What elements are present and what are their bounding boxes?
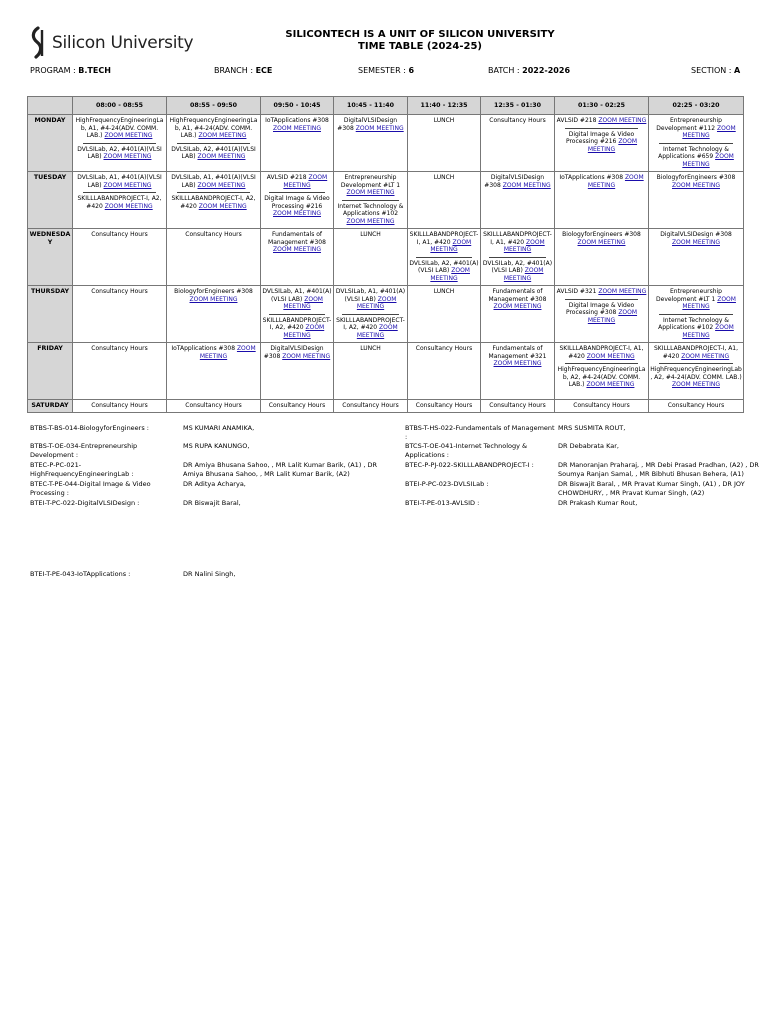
entry-divider <box>659 143 733 144</box>
class-entry <box>482 117 553 125</box>
class-entry <box>482 345 553 368</box>
class-entry <box>409 402 479 410</box>
class-cell <box>334 343 408 400</box>
class-entry <box>168 402 259 410</box>
zoom-meeting-link[interactable]: ZOOM MEETING <box>493 360 542 367</box>
silicon-logo-icon <box>30 26 48 60</box>
class-cell <box>481 343 555 400</box>
class-entry <box>335 203 406 226</box>
entry-divider <box>342 314 399 315</box>
class-entry <box>556 366 647 389</box>
course-code: BTEC-T-PE-044-Digital Image & Video Processing : <box>30 480 151 497</box>
time-slot-header: 01:30 - 02:25 <box>555 97 649 115</box>
day-label: THURSDAY <box>28 286 73 343</box>
class-entry-text: DVLSILab, A2, #401(A)(VLSI LAB) <box>482 259 553 274</box>
class-entry-text: LUNCH <box>433 174 455 181</box>
zoom-meeting-link[interactable]: ZOOM MEETING <box>672 238 720 246</box>
zoom-meeting-link[interactable]: ZOOM MEETING <box>197 153 246 160</box>
class-entry-text: Fundamentals of Management #321 <box>488 345 547 360</box>
class-entry-text: SKILLLABANDPROJECT-I, A2, #420 <box>77 195 162 210</box>
class-entry-text: IoTApplications #308 <box>559 174 624 181</box>
class-entry <box>335 288 406 311</box>
class-entry <box>335 317 406 340</box>
class-entry <box>262 288 332 311</box>
zoom-meeting-link[interactable]: ZOOM MEETING <box>503 238 545 253</box>
zoom-meeting-link[interactable]: ZOOM MEETING <box>586 381 635 388</box>
entry-divider <box>342 200 399 201</box>
time-slot-header: 10:45 - 11:40 <box>334 97 408 115</box>
class-entry-text: DigitalVLSIDesign #308 <box>337 117 398 132</box>
entry-divider <box>269 192 325 193</box>
class-cell <box>261 172 334 229</box>
timetable-row <box>28 286 744 343</box>
class-entry <box>409 231 479 254</box>
class-entry-text: HighFrequencyEngineeringLab, A1, #4-24(ADV. COMM. LAB.) <box>169 117 258 139</box>
timetable-row <box>28 343 744 400</box>
class-cell <box>408 229 481 286</box>
class-entry <box>168 288 259 303</box>
course-code: BTEI-T-PE-013-AVLSID : <box>405 499 480 507</box>
faculty-name: MS KUMARI ANAMIKA, <box>183 424 255 432</box>
zoom-meeting-link[interactable]: ZOOM MEETING <box>273 246 321 253</box>
class-cell <box>167 229 261 286</box>
class-cell <box>555 286 649 343</box>
class-entry-text: SKILLLABANDPROJECT-I, A1, #420 <box>483 231 552 246</box>
class-entry-text: Consultancy Hours <box>573 402 630 409</box>
zoom-meeting-link[interactable]: ZOOM MEETING <box>103 153 152 160</box>
class-entry-text: AVLSID #218 <box>266 174 307 181</box>
class-cell <box>481 115 555 172</box>
class-entry-text: SKILLLABANDPROJECT-I, A2, #420 <box>262 316 332 331</box>
entry-divider <box>489 257 546 258</box>
class-entry <box>262 317 332 340</box>
class-entry-text: Consultancy Hours <box>91 288 148 295</box>
class-cell <box>555 115 649 172</box>
class-entry-text: Fundamentals of Management #308 <box>488 288 547 303</box>
day-label: TUESDAY <box>28 172 73 229</box>
faculty-name: DR Nalini Singh, <box>183 570 236 578</box>
class-entry-text: Internet Technology & Applications #659 <box>658 145 729 160</box>
zoom-meeting-link[interactable]: ZOOM MEETING <box>430 267 470 282</box>
class-entry-text: LUNCH <box>360 345 381 352</box>
entry-divider <box>565 128 638 129</box>
timetable-row <box>28 172 744 229</box>
class-entry-text: IoTApplications #308 <box>171 345 236 352</box>
class-entry <box>74 402 165 410</box>
time-slot-header: 02:25 - 03:20 <box>649 97 744 115</box>
class-entry <box>262 195 332 218</box>
zoom-meeting-link[interactable]: ZOOM MEETING <box>273 210 321 217</box>
class-cell <box>481 172 555 229</box>
day-label: SATURDAY <box>28 400 73 413</box>
class-entry <box>262 174 332 189</box>
zoom-meeting-link[interactable]: ZOOM MEETING <box>346 217 395 225</box>
class-entry <box>74 174 165 189</box>
class-entry-text: BiologyforEngineers #308 <box>562 231 641 238</box>
class-cell <box>167 343 261 400</box>
timetable-row <box>28 115 744 172</box>
zoom-meeting-link[interactable]: ZOOM MEETING <box>356 295 397 310</box>
class-entry <box>482 260 553 283</box>
zoom-meeting-link[interactable]: ZOOM MEETING <box>681 352 730 360</box>
faculty-name: DR Amiya Bhusana Sahoo, , MR Lalit Kumar Barik, (A1) , DR Amiya Bhusana Sahoo, , MR Lalit Kumar Barik, (A2) <box>183 461 378 478</box>
class-cell <box>481 286 555 343</box>
entry-divider <box>416 257 472 258</box>
class-entry-text: Digital Image & Video Processing #308 <box>565 301 635 316</box>
class-entry-text: Consultancy Hours <box>185 231 242 238</box>
class-entry <box>74 117 165 140</box>
class-cell <box>408 115 481 172</box>
class-entry-text: LUNCH <box>433 288 455 295</box>
class-entry <box>482 288 553 311</box>
class-cell <box>261 343 334 400</box>
zoom-meeting-link[interactable]: ZOOM MEETING <box>493 303 542 310</box>
class-entry <box>335 345 406 353</box>
class-entry-text: Consultancy Hours <box>415 345 473 352</box>
class-entry <box>74 195 165 210</box>
class-cell <box>73 229 167 286</box>
class-entry <box>409 288 479 296</box>
brand-name: Silicon University <box>52 33 194 53</box>
zoom-meeting-link[interactable]: ZOOM MEETING <box>197 181 246 189</box>
class-cell <box>334 115 408 172</box>
class-entry <box>168 146 259 161</box>
class-entry-text: DigitalVLSIDesign #308 <box>263 345 324 360</box>
class-cell <box>555 172 649 229</box>
zoom-meeting-link[interactable]: ZOOM MEETING <box>503 267 544 282</box>
class-cell <box>649 343 744 400</box>
faculty-name: DR Debabrata Kar, <box>558 442 619 450</box>
class-entry-text: DVLSILab, A2, #401(A)(VLSI LAB) <box>77 145 162 160</box>
time-slot-header: 12:35 - 01:30 <box>481 97 555 115</box>
time-slot-header: 08:55 - 09:50 <box>167 97 261 115</box>
class-cell <box>167 115 261 172</box>
class-entry-text: HighFrequencyEngineeringLab, A2, #4-24(ADV. COMM. LAB.) <box>557 366 646 388</box>
class-entry <box>556 345 647 360</box>
class-entry-text: Consultancy Hours <box>268 402 326 409</box>
class-cell <box>73 286 167 343</box>
class-cell <box>408 286 481 343</box>
class-entry-text: Consultancy Hours <box>91 345 148 352</box>
faculty-name: DR Aditya Acharya, <box>183 480 246 488</box>
zoom-meeting-link[interactable]: ZOOM MEETING <box>199 345 256 360</box>
class-cell <box>334 229 408 286</box>
zoom-meeting-link[interactable]: ZOOM MEETING <box>682 124 736 139</box>
class-entry-text: IoTApplications #308 <box>265 117 329 124</box>
course-code: BTCS-T-OE-041-Internet Technology & Applications : <box>405 442 528 459</box>
class-cell <box>649 172 744 229</box>
class-cell <box>167 172 261 229</box>
class-entry-text: DVLSILab, A1, #401(A)(VLSI LAB) <box>77 174 162 189</box>
course-code: BTBS-T-HS-022-Fundamentals of Management : <box>405 424 555 441</box>
zoom-meeting-link[interactable]: ZOOM MEETING <box>198 132 247 139</box>
timetable-row <box>28 229 744 286</box>
time-slot-header: 11:40 - 12:35 <box>408 97 481 115</box>
zoom-meeting-link[interactable]: ZOOM MEETING <box>103 181 152 189</box>
timetable-header-row <box>28 97 744 115</box>
zoom-meeting-link[interactable]: ZOOM MEETING <box>104 132 153 139</box>
class-entry-text: Internet Technology & Applications #102 <box>337 202 404 217</box>
timetable <box>27 96 744 413</box>
class-entry <box>335 174 406 197</box>
class-entry <box>650 174 742 189</box>
class-entry <box>409 117 479 125</box>
class-cell <box>261 400 334 413</box>
course-code: BTEC-P-PJ-022-SKILLLABANDPROJECT-I : <box>405 461 534 469</box>
faculty-name: MRS SUSMITA ROUT, <box>558 424 626 432</box>
zoom-meeting-link[interactable]: ZOOM MEETING <box>682 295 736 310</box>
class-entry <box>335 402 406 410</box>
zoom-meeting-link[interactable]: ZOOM MEETING <box>598 117 647 124</box>
class-cell <box>73 400 167 413</box>
class-cell <box>261 115 334 172</box>
class-entry-text: Consultancy Hours <box>342 402 399 409</box>
class-entry <box>556 231 647 246</box>
class-cell <box>334 286 408 343</box>
class-entry <box>74 231 165 239</box>
class-cell <box>334 172 408 229</box>
class-entry-text: SKILLLABANDPROJECT-I, A2, #420 <box>336 316 405 331</box>
class-entry <box>74 345 165 353</box>
class-entry-text: Entrepreneurship Development #LT 1 <box>656 288 722 303</box>
zoom-meeting-link[interactable]: ZOOM MEETING <box>198 202 247 210</box>
zoom-meeting-link[interactable]: ZOOM MEETING <box>682 153 734 168</box>
class-entry-text: Consultancy Hours <box>185 402 242 409</box>
class-entry-text: Consultancy Hours <box>91 231 148 238</box>
class-entry-text: SKILLLABANDPROJECT-I, A1, #420 <box>409 231 479 246</box>
class-entry <box>650 117 742 140</box>
zoom-meeting-link[interactable]: ZOOM MEETING <box>282 352 331 360</box>
class-entry-text: DigitalVLSIDesign #308 <box>484 174 545 189</box>
class-entry <box>650 231 742 246</box>
class-entry-text: LUNCH <box>433 117 455 124</box>
entry-divider <box>83 143 156 144</box>
class-entry <box>335 231 406 239</box>
class-cell <box>73 115 167 172</box>
faculty-name: DR Biswajit Baral, <box>183 499 241 507</box>
class-entry <box>650 317 742 340</box>
zoom-meeting-link[interactable]: ZOOM MEETING <box>577 238 626 246</box>
semester-info: SEMESTER : 6 <box>358 66 415 75</box>
zoom-meeting-link[interactable]: ZOOM MEETING <box>672 181 720 189</box>
zoom-meeting-link[interactable]: ZOOM MEETING <box>672 381 720 388</box>
class-entry <box>650 288 742 311</box>
class-entry <box>556 117 647 125</box>
class-entry-text: DVLSILab, A2, #401(A)(VLSI LAB) <box>171 145 256 160</box>
class-entry <box>650 345 742 360</box>
class-entry <box>556 302 647 325</box>
zoom-meeting-link[interactable]: ZOOM MEETING <box>586 352 635 360</box>
course-code: BTBS-T-BS-014-BiologyforEngineers : <box>30 424 149 432</box>
class-entry-text: Consultancy Hours <box>667 402 725 409</box>
course-code: BTEC-P-PC-021-HighFrequencyEngineeringLab : <box>30 461 134 478</box>
class-entry-text: Consultancy Hours <box>489 117 546 124</box>
class-entry-text: Digital Image & Video Processing #216 <box>565 130 635 145</box>
class-entry <box>168 345 259 360</box>
class-entry <box>74 288 165 296</box>
class-cell <box>334 400 408 413</box>
class-entry <box>262 231 332 254</box>
faculty-name: MS RUPA KANUNGO, <box>183 442 250 450</box>
class-entry-text: Entrepreneurship Development #LT 1 <box>340 174 401 189</box>
class-cell <box>649 115 744 172</box>
class-cell <box>167 400 261 413</box>
class-entry <box>650 146 742 169</box>
class-entry-text: Consultancy Hours <box>489 402 546 409</box>
class-entry <box>168 195 259 210</box>
zoom-meeting-link[interactable]: ZOOM MEETING <box>104 202 153 210</box>
branch-info: BRANCH : ECE <box>214 66 273 75</box>
course-code: BTEI-P-PC-023-DVLSILab : <box>405 480 489 488</box>
university-logo <box>30 26 193 60</box>
zoom-meeting-link[interactable]: ZOOM MEETING <box>283 324 325 339</box>
class-cell <box>481 400 555 413</box>
class-entry-text: Entrepreneurship Development #112 <box>656 117 722 132</box>
faculty-name: DR Prakash Kumar Rout, <box>558 499 638 507</box>
entry-divider <box>659 314 733 315</box>
class-entry <box>409 260 479 283</box>
class-entry <box>556 174 647 189</box>
class-entry-text: HighFrequencyEngineeringLab, A2, #4-24(ADV. COMM. LAB.) <box>650 366 742 381</box>
class-entry <box>262 402 332 410</box>
batch-info: BATCH : 2022-2026 <box>488 66 571 75</box>
course-code: BTEI-T-PC-022-DigitalVLSIDesign : <box>30 499 140 507</box>
class-entry-text: Internet Technology & Applications #102 <box>658 316 729 331</box>
class-entry <box>482 174 553 189</box>
class-cell <box>649 286 744 343</box>
zoom-meeting-link[interactable]: ZOOM MEETING <box>346 189 395 196</box>
class-cell <box>408 172 481 229</box>
class-entry-text: LUNCH <box>360 231 381 238</box>
class-entry-text: Digital Image & Video Processing #216 <box>264 195 330 210</box>
page-subtitle: TIME TABLE (2024-25) <box>358 41 482 52</box>
class-entry-text: AVLSID #321 <box>556 288 597 295</box>
course-code: BTEI-T-PE-043-IoTApplications : <box>30 570 131 578</box>
class-cell <box>167 286 261 343</box>
zoom-meeting-link[interactable]: ZOOM MEETING <box>283 295 323 310</box>
entry-divider <box>177 192 250 193</box>
zoom-meeting-link[interactable]: ZOOM MEETING <box>273 124 321 132</box>
class-cell <box>649 400 744 413</box>
class-entry-text: DVLSILab, A1, #401(A)(VLSI LAB) <box>171 174 256 189</box>
entry-divider <box>83 192 156 193</box>
class-entry-text: Fundamentals of Management #308 <box>268 231 326 246</box>
class-entry-text: SKILLLABANDPROJECT-I, A2, #420 <box>171 195 256 210</box>
zoom-meeting-link[interactable]: ZOOM MEETING <box>430 238 472 253</box>
zoom-meeting-link[interactable]: ZOOM MEETING <box>598 288 647 295</box>
faculty-name: DR Biswajit Baral, , MR Pravat Kumar Singh, (A1) , DR JOY CHOWDHURY, , MR Pravat Kumar Singh, (A2) <box>558 480 745 497</box>
class-entry-text: Consultancy Hours <box>415 402 473 409</box>
class-cell <box>555 229 649 286</box>
entry-divider <box>565 363 638 364</box>
class-entry <box>262 345 332 360</box>
class-entry <box>556 402 647 410</box>
class-entry-text: HighFrequencyEngineeringLab, A1, #4-24(ADV. COMM. LAB.) <box>75 117 164 139</box>
class-cell <box>73 343 167 400</box>
zoom-meeting-link[interactable]: ZOOM MEETING <box>283 174 328 189</box>
class-entry <box>482 231 553 254</box>
class-entry <box>556 288 647 296</box>
class-entry-text: DVLSILab, A2, #401(A)(VLSI LAB) <box>409 259 479 274</box>
program-info: PROGRAM : B.TECH <box>30 66 111 75</box>
class-entry-text: DigitalVLSIDesign #308 <box>660 231 732 238</box>
class-entry <box>262 117 332 132</box>
time-slot-header: 09:50 - 10:45 <box>261 97 334 115</box>
class-entry-text: BiologyforEngineers #308 <box>656 174 736 181</box>
time-slot-header: 08:00 - 08:55 <box>73 97 167 115</box>
day-label: WEDNESDAY <box>28 229 73 286</box>
class-entry <box>482 402 553 410</box>
day-label: FRIDAY <box>28 343 73 400</box>
timetable-row <box>28 400 744 413</box>
page-title: SILICONTECH IS A UNIT OF SILICON UNIVERSITY <box>285 29 555 40</box>
zoom-meeting-link[interactable]: ZOOM MEETING <box>587 309 638 324</box>
faculty-name: DR Manoranjan Praharaj, , MR Debi Prasad Pradhan, (A2) , DR Soumya Ranjan Samal, , MR Bibhuti Bhusan Behera, (A1) <box>558 461 759 478</box>
class-entry <box>168 231 259 239</box>
class-cell <box>261 286 334 343</box>
entry-divider <box>269 314 325 315</box>
entry-divider <box>177 143 250 144</box>
zoom-meeting-link[interactable]: ZOOM MEETING <box>502 181 551 189</box>
section-info: SECTION : A <box>691 66 741 75</box>
class-entry <box>556 131 647 154</box>
corner-cell <box>28 97 73 115</box>
zoom-meeting-link[interactable]: ZOOM MEETING <box>587 174 644 189</box>
class-entry <box>409 174 479 182</box>
class-entry-text: SKILLLABANDPROJECT-I, A1, #420 <box>559 345 644 360</box>
class-entry-text: DVLSILab, A1, #401(A)(VLSI LAB) <box>262 288 332 303</box>
class-entry <box>650 402 742 410</box>
class-cell <box>261 229 334 286</box>
zoom-meeting-link[interactable]: ZOOM MEETING <box>587 138 638 153</box>
class-entry <box>168 174 259 189</box>
class-cell <box>408 343 481 400</box>
class-cell <box>481 229 555 286</box>
class-entry <box>409 345 479 353</box>
class-entry <box>74 146 165 161</box>
class-entry-text: Consultancy Hours <box>91 402 148 409</box>
class-cell <box>408 400 481 413</box>
class-entry-text: BiologyforEngineers #308 <box>174 288 253 295</box>
class-cell <box>555 343 649 400</box>
course-code: BTBS-T-OE-034-Entrepreneurship Development : <box>30 442 138 459</box>
class-cell <box>555 400 649 413</box>
class-entry <box>335 117 406 132</box>
zoom-meeting-link[interactable]: ZOOM MEETING <box>356 324 398 339</box>
class-entry-text: AVLSID #218 <box>556 117 597 124</box>
entry-divider <box>565 299 638 300</box>
class-entry <box>168 117 259 140</box>
zoom-meeting-link[interactable]: ZOOM MEETING <box>355 124 404 132</box>
class-cell <box>649 229 744 286</box>
class-entry <box>650 366 742 389</box>
class-entry-text: SKILLLABANDPROJECT-I, A1, #420 <box>653 345 739 360</box>
day-label: MONDAY <box>28 115 73 172</box>
zoom-meeting-link[interactable]: ZOOM MEETING <box>189 295 238 303</box>
class-cell <box>73 172 167 229</box>
class-entry-text: DVLSILab, A1, #401(A)(VLSI LAB) <box>335 288 406 303</box>
zoom-meeting-link[interactable]: ZOOM MEETING <box>682 324 734 339</box>
entry-divider <box>659 363 733 364</box>
